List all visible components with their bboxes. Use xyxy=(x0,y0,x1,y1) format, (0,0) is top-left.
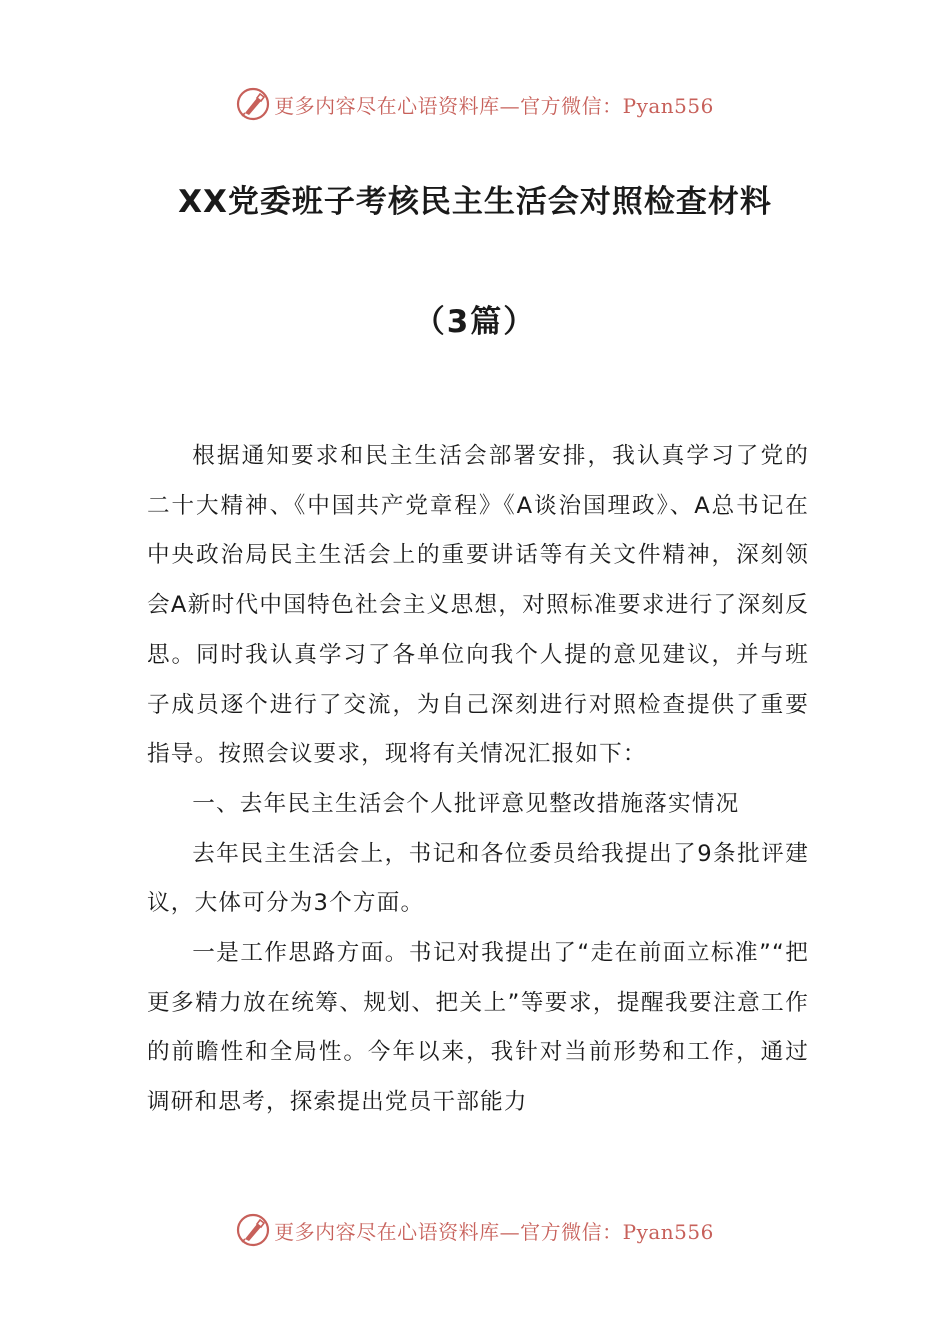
footer-watermark-text: 更多内容尽在心语资料库—官方微信：Pyan556 xyxy=(274,1219,714,1244)
header-watermark xyxy=(0,84,950,124)
body-paragraph-intro: 根据通知要求和民主生活会部署安排，我认真学习了党的二十大精神、《中国共产党章程》《A谈治国理政》、A总书记在中央政治局民主生活会上的重要讲话等有关文件精神，深刻领会A新时代中国特色社会主义思想，对照标准要求进行了深刻反思。同时我认真学习了各单位向我个人提的意见建议，并与班子成员逐个进行了交流，为自己深刻进行对照检查提供了重要指导。按照会议要求，现将有关情况汇报如下： xyxy=(147,443,809,768)
pen-nib-logo-icon xyxy=(236,1213,270,1247)
header-watermark-text: 更多内容尽在心语资料库—官方微信：Pyan556 xyxy=(274,93,714,118)
section-heading-1: 一、去年民主生活会个人批评意见整改措施落实情况 xyxy=(192,790,740,817)
pen-nib-logo-icon xyxy=(236,87,270,121)
footer-watermark xyxy=(0,1210,950,1250)
document-subtitle: （3篇） xyxy=(413,304,537,340)
document-title: XX党委班子考核民主生活会对照检查材料 xyxy=(178,184,772,220)
body-paragraph-work-thinking: 一是工作思路方面。书记对我提出了“走在前面立标准”“把更多精力放在统筹、规划、把关上”等要求，提醒我要注意工作的前瞻性和全局性。今年以来，我针对当前形势和工作，通过调研和思考，探索提出党员干部能力 xyxy=(147,940,809,1116)
body-paragraph-summary: 去年民主生活会上，书记和各位委员给我提出了9条批评建议，大体可分为3个方面。 xyxy=(147,840,809,917)
document-body xyxy=(147,432,809,1128)
